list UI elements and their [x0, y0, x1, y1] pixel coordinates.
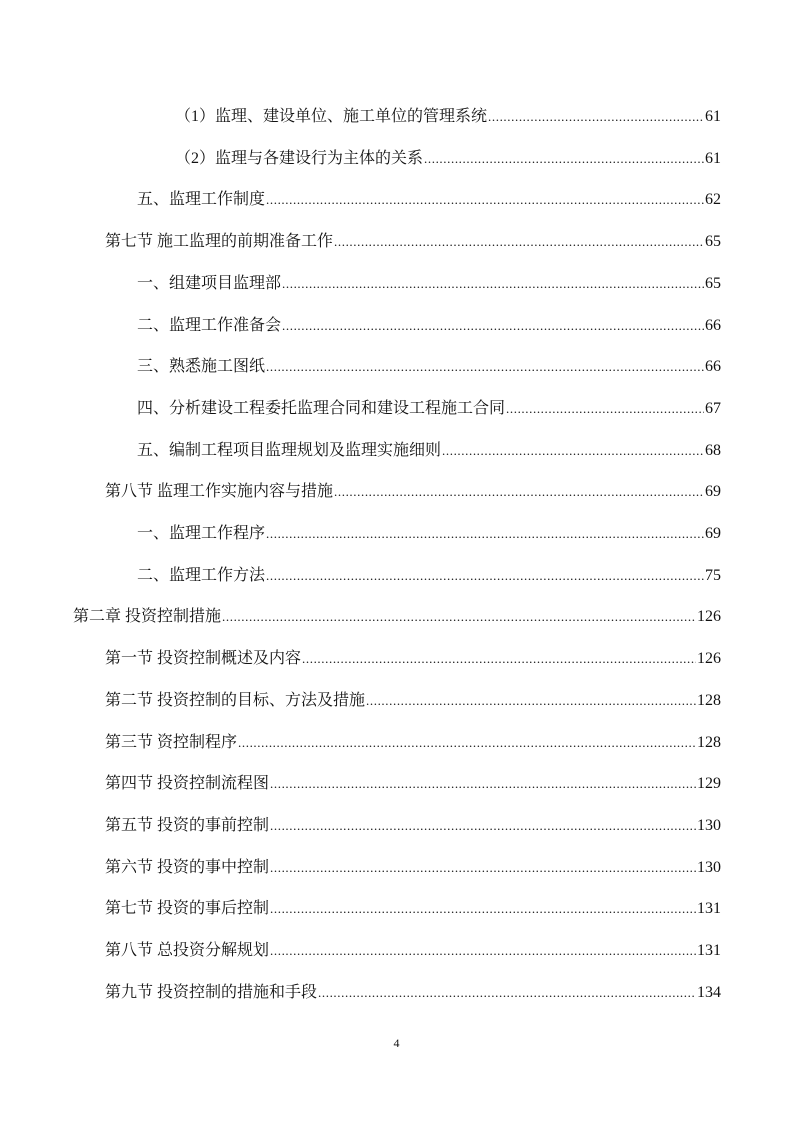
toc-entry-page: 69 — [705, 483, 721, 501]
toc-entry[interactable] — [137, 523, 721, 545]
toc-entry-page: 130 — [697, 816, 721, 834]
dot-leader — [266, 356, 704, 378]
toc-entry-page: 130 — [697, 858, 721, 876]
toc-entry-page: 128 — [697, 691, 721, 709]
toc-entry-title: 五、编制工程项目监理规划及监理实施细则 — [137, 441, 442, 459]
toc-entry-title: 第五节 投资的事前控制 — [105, 816, 270, 834]
toc-entry-page: 68 — [705, 441, 721, 459]
toc-entry-title: 一、组建项目监理部 — [137, 274, 282, 292]
toc-entry-title: 第二节 投资控制的目标、方法及措施 — [105, 691, 366, 709]
toc-entry[interactable] — [105, 690, 721, 712]
toc-entry-title: 第九节 投资控制的措施和手段 — [105, 983, 318, 1001]
dot-leader — [270, 815, 696, 837]
toc-entry-page: 129 — [697, 775, 721, 793]
toc-entry-title: 一、监理工作程序 — [137, 525, 266, 542]
toc-entry[interactable] — [105, 898, 721, 920]
dot-leader — [270, 940, 696, 962]
toc-entry-title: （1）监理、建设单位、施工单位的管理系统 — [175, 108, 488, 125]
toc-entry-page: 67 — [705, 399, 721, 417]
toc-entry[interactable] — [73, 606, 721, 628]
toc-entry[interactable] — [175, 106, 721, 128]
toc-entry[interactable] — [105, 481, 721, 503]
dot-leader — [506, 398, 704, 420]
toc-entry-page: 126 — [697, 650, 721, 668]
toc-entry-page: 69 — [705, 525, 721, 542]
toc-entry-title: 三、熟悉施工图纸 — [137, 358, 266, 376]
dot-leader — [266, 189, 704, 211]
toc-entry-page: 128 — [697, 733, 721, 751]
toc-entry[interactable] — [105, 231, 721, 253]
dot-leader — [238, 732, 696, 754]
toc-entry[interactable] — [137, 189, 721, 211]
dot-leader — [424, 148, 704, 170]
dot-leader — [334, 231, 704, 253]
toc-entry-page: 66 — [705, 358, 721, 376]
toc-entry-page: 126 — [697, 608, 721, 626]
dot-leader — [266, 523, 704, 545]
toc-entry-page: 131 — [697, 900, 721, 918]
toc-entry[interactable] — [175, 148, 721, 170]
toc-entry-page: 134 — [697, 983, 721, 1001]
toc-entry[interactable] — [137, 565, 721, 587]
toc-entry[interactable] — [137, 440, 721, 462]
dot-leader — [266, 565, 704, 587]
toc-entry-page: 62 — [705, 191, 721, 209]
dot-leader — [282, 273, 704, 295]
dot-leader — [442, 440, 704, 462]
toc-entry-title: 五、监理工作制度 — [137, 191, 266, 209]
toc-entry-title: 第四节 投资控制流程图 — [105, 775, 270, 793]
dot-leader — [270, 857, 696, 879]
toc-entry[interactable] — [105, 857, 721, 879]
toc-entry-title: 第三节 资控制程序 — [105, 733, 238, 751]
dot-leader — [334, 481, 704, 503]
toc-entry-title: 第六节 投资的事中控制 — [105, 858, 270, 876]
toc-entry-title: 二、监理工作方法 — [137, 566, 266, 584]
toc-entry[interactable] — [105, 940, 721, 962]
toc-entry-title: 第七节 投资的事后控制 — [105, 900, 270, 918]
toc-entry[interactable] — [105, 773, 721, 795]
toc-entry-title: 第七节 施工监理的前期准备工作 — [105, 233, 334, 251]
dot-leader — [366, 690, 696, 712]
toc-entry-page: 75 — [705, 566, 721, 584]
toc-entry-title: 二、监理工作准备会 — [137, 316, 282, 334]
dot-leader — [270, 773, 696, 795]
toc-entry[interactable] — [137, 356, 721, 378]
toc-entry-page: 61 — [705, 149, 721, 167]
toc-entry[interactable] — [105, 982, 721, 1004]
toc-entry-page: 65 — [705, 274, 721, 292]
dot-leader — [318, 982, 696, 1004]
toc-entry-title: 四、分析建设工程委托监理合同和建设工程施工合同 — [137, 399, 506, 417]
dot-leader — [282, 315, 704, 337]
dot-leader — [222, 606, 696, 628]
toc-entry-page: 65 — [705, 233, 721, 251]
toc-entry-title: 第八节 总投资分解规划 — [105, 942, 270, 959]
dot-leader — [302, 648, 696, 670]
page-number: 4 — [393, 1036, 400, 1050]
toc-entry[interactable] — [105, 648, 721, 670]
toc-entry-title: 第一节 投资控制概述及内容 — [105, 650, 302, 668]
toc-entry[interactable] — [137, 315, 721, 337]
dot-leader — [270, 898, 696, 920]
toc-entry-page: 131 — [697, 942, 721, 959]
toc-entry-page: 61 — [705, 108, 721, 125]
toc-entry-title: 第八节 监理工作实施内容与措施 — [105, 483, 334, 501]
toc-entry-title: （2）监理与各建设行为主体的关系 — [175, 149, 424, 167]
toc-entry[interactable] — [105, 815, 721, 837]
dot-leader — [488, 106, 704, 128]
toc-entry-page: 66 — [705, 316, 721, 334]
toc-entry[interactable] — [137, 398, 721, 420]
toc-entry[interactable] — [137, 273, 721, 295]
toc-entry-title: 第二章 投资控制措施 — [73, 608, 222, 626]
toc-entry[interactable] — [105, 732, 721, 754]
